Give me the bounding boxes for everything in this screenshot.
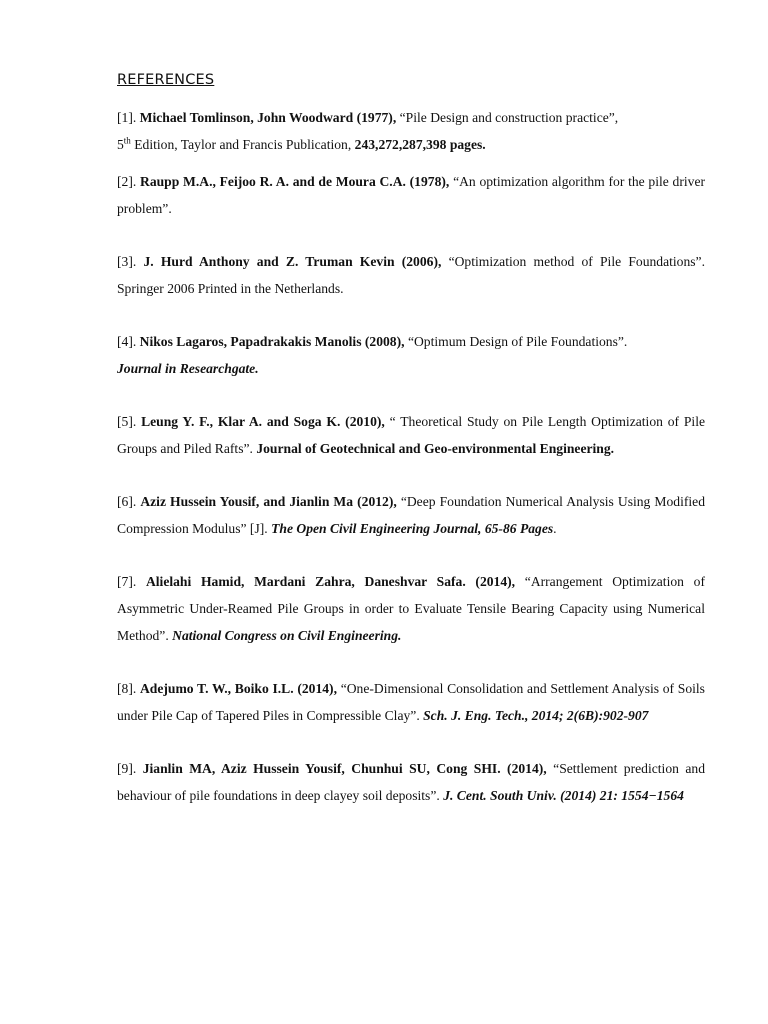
reference-authors: Adejumo T. W., Boiko I.L. (2014), bbox=[139, 681, 337, 696]
reference-title: “Optimum Design of Pile Foundations”. bbox=[407, 334, 628, 349]
reference-journal: National Congress on Civil Engineering. bbox=[172, 628, 402, 643]
reference-authors: Jianlin MA, Aziz Hussein Yousif, Chunhui SU, Cong SHI. (2014), bbox=[142, 761, 547, 776]
reference-edition-number: 5 bbox=[117, 137, 124, 152]
reference-number: [3]. bbox=[117, 254, 137, 269]
reference-item-2 bbox=[117, 168, 705, 222]
reference-number: [1]. bbox=[117, 110, 137, 125]
reference-number: [8]. bbox=[117, 681, 137, 696]
reference-authors: Alielahi Hamid, Mardani Zahra, Daneshvar Safa. (2014), bbox=[145, 574, 516, 589]
reference-title: “An optimization algorithm for the pile driver problem”. bbox=[117, 174, 706, 216]
reference-authors: Aziz Hussein Yousif, and Jianlin Ma (2012), bbox=[140, 494, 397, 509]
reference-number: [7]. bbox=[117, 574, 137, 589]
reference-number: [6]. bbox=[117, 494, 137, 509]
reference-number: [4]. bbox=[117, 334, 137, 349]
reference-title: “Arrangement Optimization of Asymmetric Under-Reamed Pile Groups in order to Evaluate Tensile Bearing Capacity using Numerical Method”. bbox=[117, 574, 705, 643]
reference-item-4 bbox=[117, 328, 705, 382]
reference-title: “Pile Design and construction practice”, bbox=[399, 110, 619, 125]
reference-number: [2]. bbox=[117, 174, 137, 189]
reference-authors: J. Hurd Anthony and Z. Truman Kevin (2006), bbox=[143, 254, 442, 269]
reference-edition-suffix: th bbox=[123, 135, 131, 146]
reference-title: “ Theoretical Study on Pile Length Optimization of Pile Groups and Piled Rafts”. bbox=[117, 414, 706, 456]
reference-journal: Sch. J. Eng. Tech., 2014; 2(6B):902-907 bbox=[423, 708, 649, 723]
reference-pages: 243,272,287,398 pages. bbox=[354, 137, 486, 152]
reference-item-5 bbox=[117, 408, 705, 462]
reference-item-8 bbox=[117, 675, 705, 729]
page-title: REFERENCES bbox=[117, 72, 215, 88]
reference-title: “One-Dimensional Consolidation and Settlement Analysis of Soils under Pile Cap of Tapered Piles in Compressible Clay”. bbox=[117, 681, 705, 723]
reference-item-7 bbox=[117, 568, 705, 649]
reference-title: “Settlement prediction and behaviour of pile foundations in deep clayey soil deposits”. bbox=[117, 761, 706, 803]
reference-number: [5]. bbox=[117, 414, 137, 429]
reference-item-3 bbox=[117, 248, 705, 302]
reference-number: [9]. bbox=[117, 761, 137, 776]
reference-journal: J. Cent. South Univ. (2014) 21: 1554−1564 bbox=[443, 788, 684, 803]
reference-item-6 bbox=[117, 488, 705, 542]
reference-authors: Leung Y. F., Klar A. and Soga K. (2010), bbox=[141, 414, 385, 429]
reference-authors: Raupp M.A., Feijoo R. A. and de Moura C.A. (1978), bbox=[140, 174, 450, 189]
reference-item-9 bbox=[117, 755, 705, 809]
reference-title: “Optimization method of Pile Foundations”. bbox=[448, 254, 705, 269]
reference-detail: Springer 2006 Printed in the Netherlands. bbox=[117, 281, 344, 296]
reference-authors: Michael Tomlinson, John Woodward (1977), bbox=[139, 110, 397, 125]
reference-journal: Journal in Researchgate. bbox=[117, 361, 259, 376]
reference-journal: Journal of Geotechnical and Geo-environmental Engineering. bbox=[256, 441, 615, 456]
reference-detail: Edition, Taylor and Francis Publication, bbox=[134, 137, 352, 152]
reference-journal: The Open Civil Engineering Journal, 65-86 Pages bbox=[271, 521, 554, 536]
reference-authors: Nikos Lagaros, Papadrakakis Manolis (2008), bbox=[139, 334, 405, 349]
reference-item-1 bbox=[117, 104, 705, 158]
reference-tail: . bbox=[553, 521, 557, 536]
reference-title: “Deep Foundation Numerical Analysis Using Modified Compression Modulus” [J]. bbox=[117, 494, 705, 536]
